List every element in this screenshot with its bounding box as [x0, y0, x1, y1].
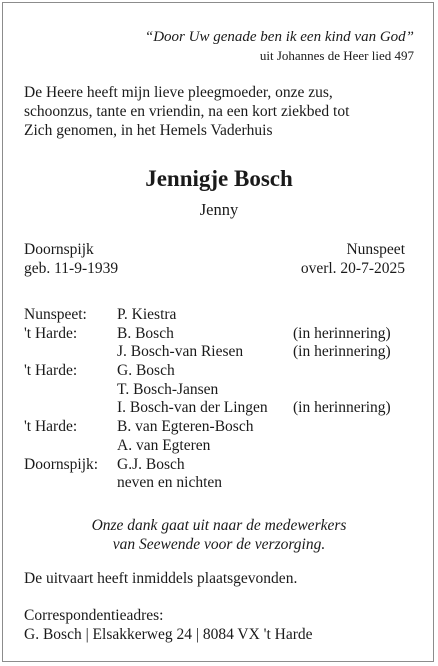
family-member: B. van Egteren-Bosch	[117, 418, 254, 436]
family-place: 't Harde:	[24, 418, 78, 436]
family-place: Nunspeet:	[24, 306, 87, 323]
birth-date: geb. 11-9-1939	[24, 260, 119, 277]
correspondence-address: G. Bosch | Elsakkerweg 24 | 8084 VX 't Harde	[24, 626, 313, 643]
family-member: A. van Egteren	[117, 436, 211, 454]
quote-source: uit Johannes de Heer lied 497	[259, 48, 414, 63]
family-row	[24, 437, 424, 456]
family-row	[24, 343, 424, 362]
death-place: Nunspeet	[346, 241, 405, 258]
announcement-line: schoonzus, tante en vriendin, na een kort ziekbed tot	[24, 103, 350, 120]
family-member: J. Bosch-van Riesen	[117, 343, 244, 361]
family-member: T. Bosch-Jansen	[117, 380, 219, 398]
announcement-text	[24, 83, 419, 140]
family-member: P. Kiestra	[117, 306, 177, 323]
quote-text: “Door Uw genade ben ik een kind van God”	[144, 29, 414, 45]
deceased-name: Jennigje Bosch	[145, 166, 293, 191]
family-row	[24, 456, 424, 475]
deceased-nickname: Jenny	[199, 200, 239, 219]
family-member: G. Bosch	[117, 362, 175, 380]
announcement-line: De Heere heeft mijn lieve pleegmoeder, onze zus,	[24, 84, 333, 101]
family-place: 't Harde:	[24, 324, 78, 342]
family-place: 't Harde:	[24, 362, 78, 380]
family-row	[24, 362, 424, 381]
birth-place: Doornspijk	[24, 241, 94, 258]
family-member: I. Bosch-van der Lingen	[117, 399, 268, 417]
thanks-text	[0, 516, 438, 554]
family-note: (in herinnering)	[293, 324, 391, 342]
correspondence-label: Correspondentieadres:	[24, 607, 164, 624]
death-date: overl. 20-7-2025	[300, 260, 405, 277]
family-note: (in herinnering)	[293, 399, 391, 417]
funeral-note: De uitvaart heeft inmiddels plaatsgevonden.	[24, 570, 298, 587]
family-row	[24, 325, 424, 344]
thanks-line: van Seewende voor de verzorging.	[112, 536, 326, 553]
family-row	[24, 399, 424, 418]
family-row	[24, 381, 424, 400]
family-member: neven en nichten	[117, 474, 223, 492]
family-row	[24, 306, 424, 325]
family-note: (in herinnering)	[293, 343, 391, 361]
family-member: B. Bosch	[117, 324, 174, 342]
family-member: G.J. Bosch	[117, 455, 185, 473]
family-row	[24, 474, 424, 493]
family-list	[24, 306, 424, 493]
family-place: Doornspijk:	[24, 455, 99, 473]
thanks-line: Onze dank gaat uit naar de medewerkers	[91, 517, 347, 534]
family-row	[24, 418, 424, 437]
announcement-line: Zich genomen, in het Hemels Vaderhuis	[24, 122, 273, 139]
